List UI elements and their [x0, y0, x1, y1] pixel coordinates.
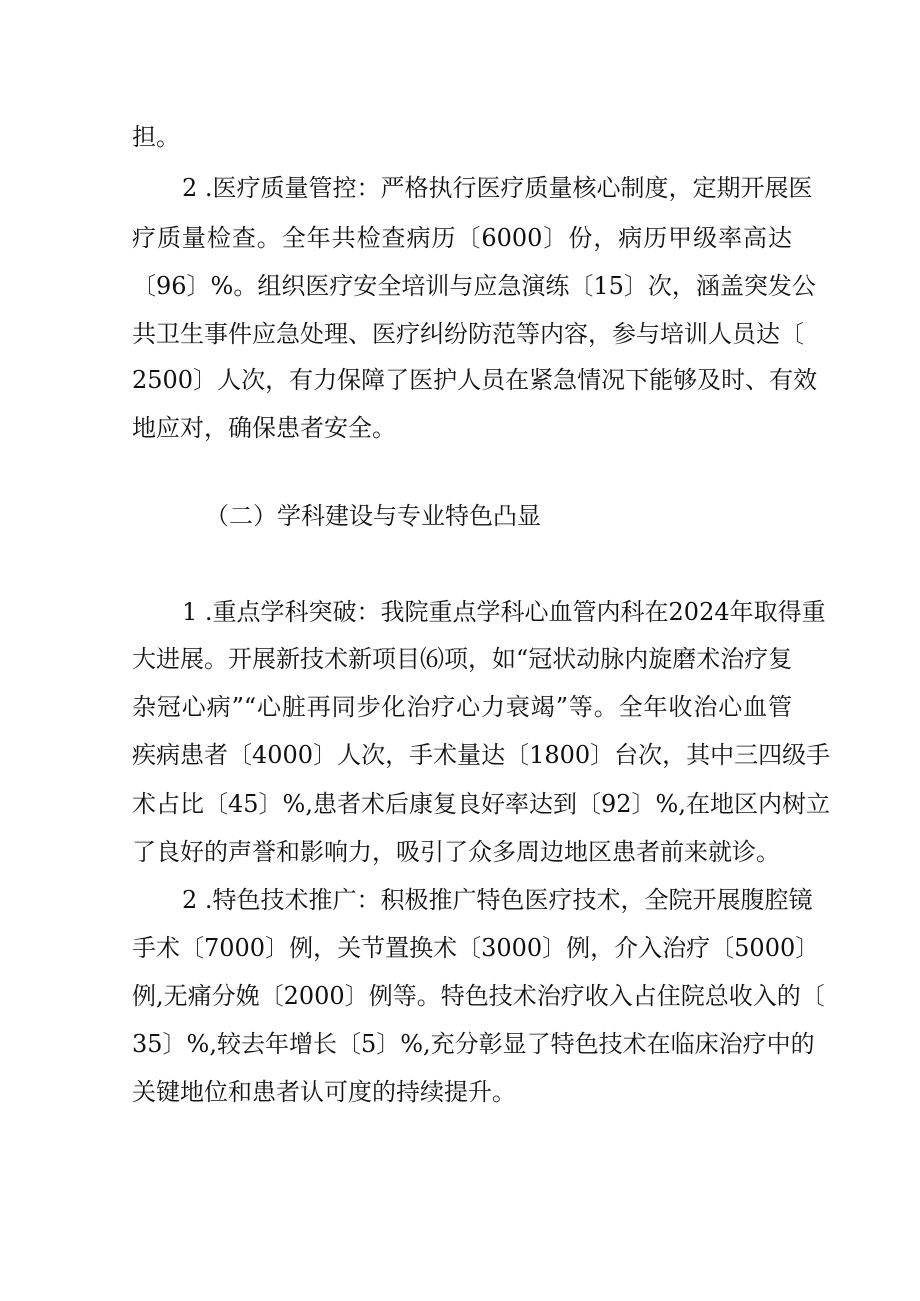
text-line: 术占比〔45〕%,患者术后康复良好率达到〔92〕%,在地区内树立 — [132, 790, 830, 818]
paragraph-first-line: 2 .特色技术推广：积极推广特色医疗技术，全院开展腹腔镜 — [182, 886, 813, 914]
text-line: 共卫生事件应急处理、医疗纠纷防范等内容，参与培训人员达〔 — [132, 320, 804, 348]
text-line: 〔96〕%。组织医疗安全培训与应急演练〔15〕次，涵盖突发公 — [132, 272, 816, 300]
section-heading: （二）学科建设与专业特色凸显 — [205, 502, 541, 530]
text-line: 手术〔7000〕例，关节置换术〔3000〕例，介入治疗〔5000〕 — [132, 934, 820, 962]
text-line: 地应对，确保患者安全。 — [132, 414, 396, 442]
text-line: 杂冠心病”“心脏再同步化治疗心力衰竭”等。全年收治心血管 — [132, 693, 792, 721]
text-line: 2500〕人次，有力保障了医护人员在紧急情况下能够及时、有效 — [132, 366, 818, 394]
paragraph-first-line: 2 .医疗质量管控：严格执行医疗质量核心制度，定期开展医 — [182, 174, 813, 202]
text-line: 关键地位和患者认可度的持续提升。 — [132, 1078, 516, 1106]
text-line: 担。 — [132, 123, 180, 151]
text-line: 了良好的声誉和影响力，吸引了众多周边地区患者前来就诊。 — [132, 838, 780, 866]
paragraph-first-line: 1 .重点学科突破：我院重点学科心血管内科在2024年取得重 — [182, 598, 826, 626]
text-line: 大进展。开展新技术新项目⑹项，如“冠状动脉内旋磨术治疗复 — [132, 645, 793, 673]
text-line: 疗质量检查。全年共检查病历〔6000〕份，病历甲级率高达 — [132, 224, 792, 252]
text-line: 例,无痛分娩〔2000〕例等。特色技术治疗收入占住院总收入的〔 — [132, 982, 825, 1010]
text-line: 35〕%,较去年增长〔5〕%,充分彰显了特色技术在临床治疗中的 — [132, 1030, 815, 1058]
text-line: 疾病患者〔4000〕人次，手术量达〔1800〕台次，其中三四级手 — [132, 741, 831, 769]
